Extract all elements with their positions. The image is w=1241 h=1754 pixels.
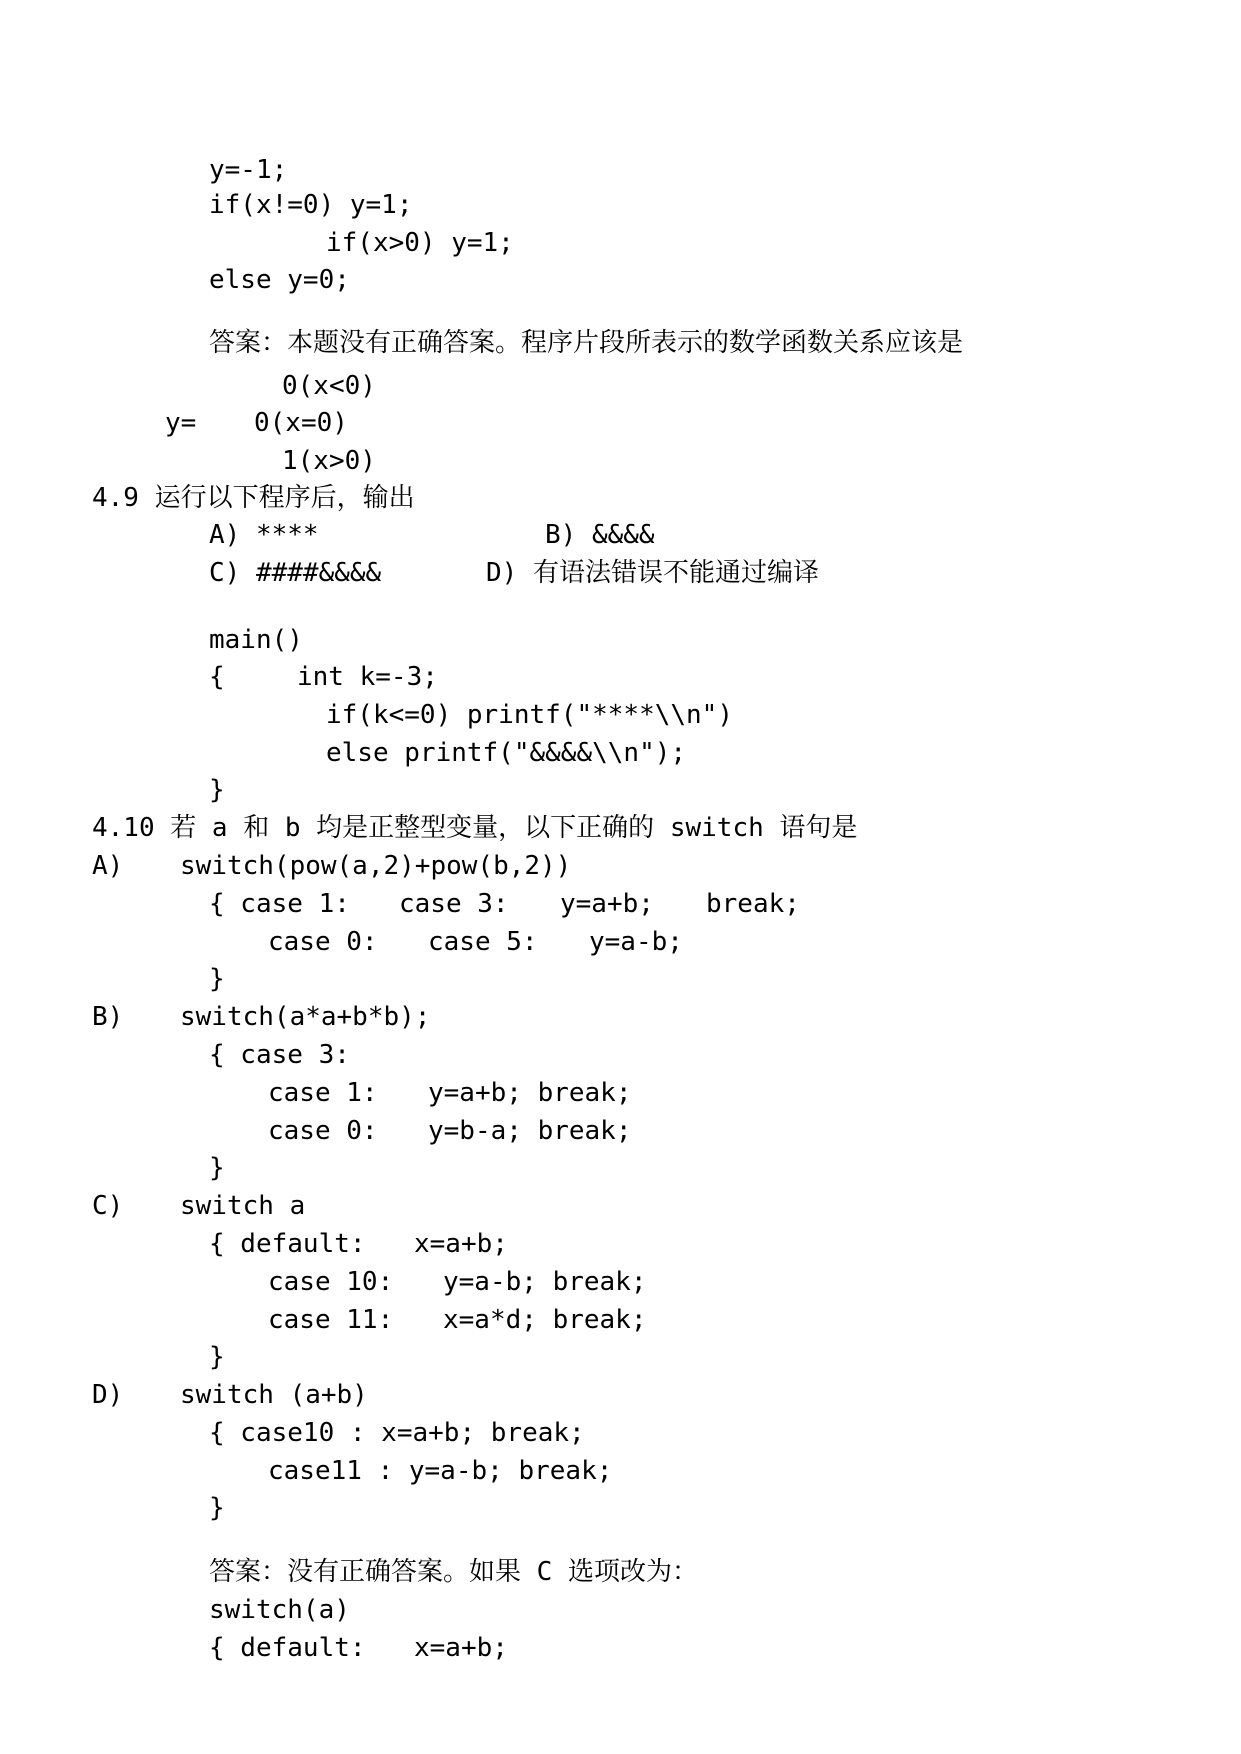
code-line: x=a+b; — [414, 1633, 508, 1663]
option-b: B) &&&& — [545, 520, 655, 550]
code-line: case 11: — [268, 1305, 394, 1335]
code-line: if(x>0) y=1; — [326, 228, 514, 258]
option-label: C) — [92, 1191, 124, 1221]
code-line: case11 : y=a-b; break; — [268, 1456, 613, 1486]
code-line: } — [209, 964, 225, 994]
code-line: { default: — [209, 1633, 366, 1663]
code-line: switch a — [180, 1191, 306, 1221]
code-line: case 5: — [428, 927, 538, 957]
code-line: } — [209, 775, 225, 805]
code-line: } — [209, 1153, 225, 1183]
function-label: y= — [165, 408, 197, 438]
question-title: 4.9 运行以下程序后，输出 — [92, 483, 415, 513]
code-line: case 10: — [268, 1267, 394, 1297]
code-line: if(x!=0) y=1; — [209, 190, 413, 220]
code-line: y=a-b; — [589, 927, 683, 957]
code-line: case 1: — [268, 1078, 378, 1108]
code-line: } — [209, 1493, 225, 1523]
option-label: D) — [92, 1380, 124, 1410]
code-line: y=a+b; — [560, 889, 654, 919]
code-line: { case10 : x=a+b; break; — [209, 1418, 585, 1448]
code-line: switch(pow(a,2)+pow(b,2)) — [180, 851, 572, 881]
code-line: break; — [706, 889, 800, 919]
code-line: { default: — [209, 1229, 366, 1259]
code-line: y=a-b; break; — [443, 1267, 647, 1297]
question-title: 4.10 若 a 和 b 均是正整型变量，以下正确的 switch 语句是 — [92, 813, 858, 843]
code-line: { — [209, 662, 225, 692]
code-line: y=a+b; break; — [428, 1078, 632, 1108]
code-line: case 0: — [268, 927, 378, 957]
code-line: if(k<=0) printf("****\\n") — [326, 700, 733, 730]
option-label: B) — [92, 1002, 124, 1032]
code-line: y=-1; — [209, 155, 288, 185]
function-case: 0(x<0) — [282, 371, 376, 401]
code-line: switch(a) — [209, 1595, 350, 1625]
code-line: else printf("&&&&\\n"); — [326, 738, 687, 768]
code-line: int k=-3; — [297, 662, 438, 692]
code-line: } — [209, 1342, 225, 1372]
code-line: case 0: — [268, 1116, 378, 1146]
code-line: x=a+b; — [414, 1229, 508, 1259]
option-c: C) ####&&&& — [209, 558, 382, 588]
code-line: x=a*d; break; — [443, 1305, 647, 1335]
code-line: { case 3: — [209, 1040, 350, 1070]
code-line: main() — [209, 625, 303, 655]
option-d: D) 有语法错误不能通过编译 — [486, 558, 819, 588]
code-line: case 3: — [399, 889, 509, 919]
function-case: 0(x=0) — [254, 408, 348, 438]
option-label: A) — [92, 851, 124, 881]
option-a: A) **** — [209, 520, 319, 550]
code-line: else y=0; — [209, 265, 350, 295]
code-line: { case 1: — [209, 889, 350, 919]
code-line: switch(a*a+b*b); — [180, 1002, 431, 1032]
code-line: switch (a+b) — [180, 1380, 368, 1410]
function-case: 1(x>0) — [282, 446, 376, 476]
answer-text: 答案：本题没有正确答案。程序片段所表示的数学函数关系应该是 — [209, 328, 964, 358]
code-line: y=b-a; break; — [428, 1116, 632, 1146]
answer-text: 答案：没有正确答案。如果 C 选项改为： — [209, 1557, 698, 1587]
